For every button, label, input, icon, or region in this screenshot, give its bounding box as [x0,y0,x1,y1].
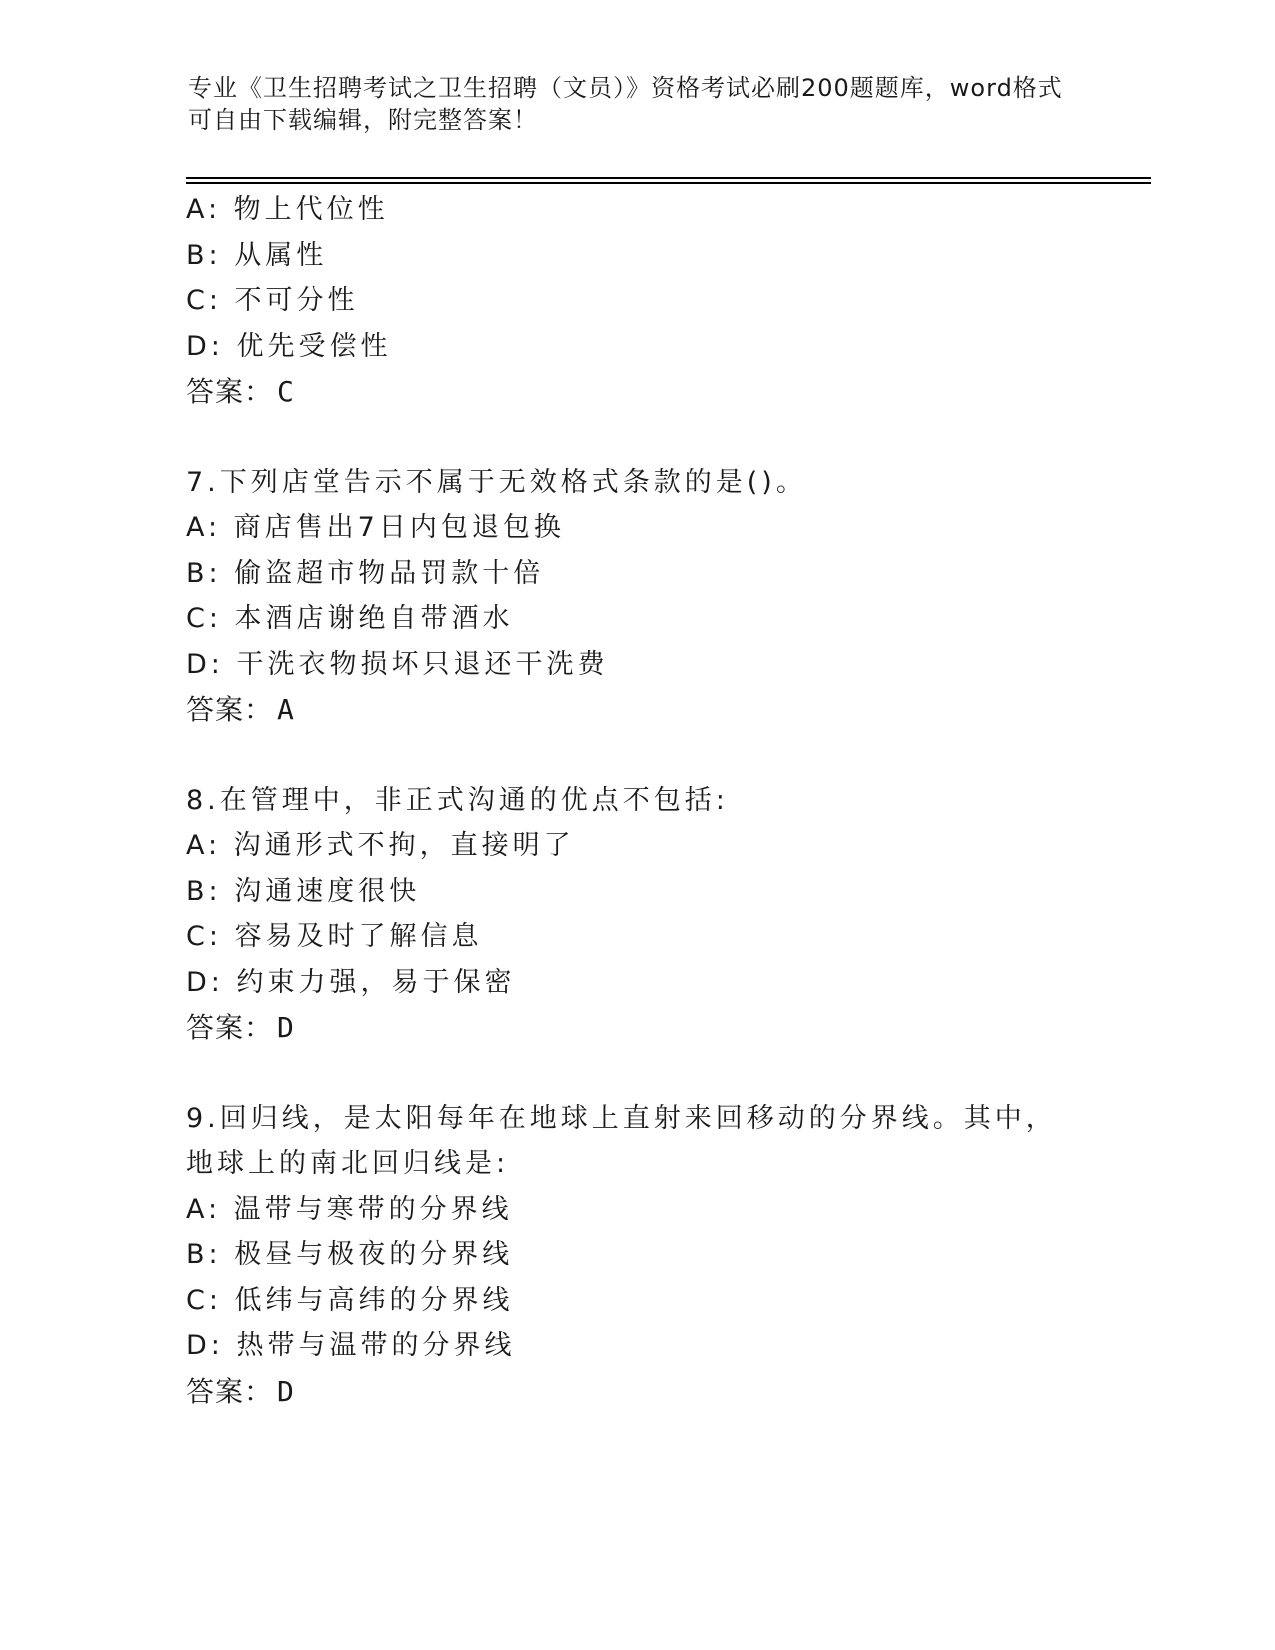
option-a: A: 沟通形式不拘，直接明了 [186,830,575,861]
answer-label: 答案： [186,1374,274,1408]
option-b: B: 沟通速度很快 [186,875,421,907]
answer [186,1005,1146,1051]
option-b: B: 偷盗超市物品罚款十倍 [186,557,545,589]
document-header [188,72,1088,136]
question-stem: 9.回归线，是太阳每年在地球上直射来回移动的分界线。其中，地球上的南北回归线是: [186,1102,1057,1179]
question-7 [186,460,1146,733]
header-line-2: 可自由下载编辑，附完整答案！ [188,106,538,134]
option-d: D: 约束力强，易于保密 [186,966,516,998]
answer-value: A [277,693,295,726]
question-6 [186,187,1146,415]
question-list [186,187,1146,1414]
spacer [186,415,1146,460]
question-stem: 8.在管理中，非正式沟通的优点不包括: [186,784,729,816]
answer [186,369,1146,415]
question-stem: 7.下列店堂告示不属于无效格式条款的是()。 [186,466,807,498]
question-8 [186,778,1146,1051]
answer-value: D [277,1011,295,1044]
option-d: D: 热带与温带的分界线 [186,1330,516,1361]
option-c: C: 低纬与高纬的分界线 [186,1284,514,1316]
option-d: D: 优先受偿性 [186,330,392,362]
option-c: C: 不可分性 [186,285,359,316]
answer [186,687,1146,733]
option-a: A: 温带与寒带的分界线 [186,1193,513,1225]
header-divider-bottom [186,182,1151,184]
answer-label: 答案： [186,693,274,726]
answer-value: C [277,375,295,408]
option-b: B: 极昼与极夜的分界线 [186,1239,514,1270]
spacer [186,733,1146,778]
option-a: A: 商店售出7日内包退包换 [186,512,565,543]
answer-label: 答案： [186,1011,274,1044]
option-c: C: 容易及时了解信息 [186,921,483,952]
option-b: B: 从属性 [186,239,328,271]
spacer [186,1051,1146,1096]
option-a: A: 物上代位性 [186,194,389,225]
header-line-1: 专业《卫生招聘考试之卫生招聘（文员）》资格考试必刷200题题库，word格式 [188,74,1063,102]
option-d: D: 干洗衣物损坏只退还干洗费 [186,648,609,680]
answer-label: 答案： [186,375,274,408]
answer-value: D [277,1374,295,1408]
answer [186,1369,1146,1415]
option-c: C: 本酒店谢绝自带酒水 [186,603,514,634]
question-9 [186,1096,1146,1415]
header-divider-top [186,177,1151,179]
